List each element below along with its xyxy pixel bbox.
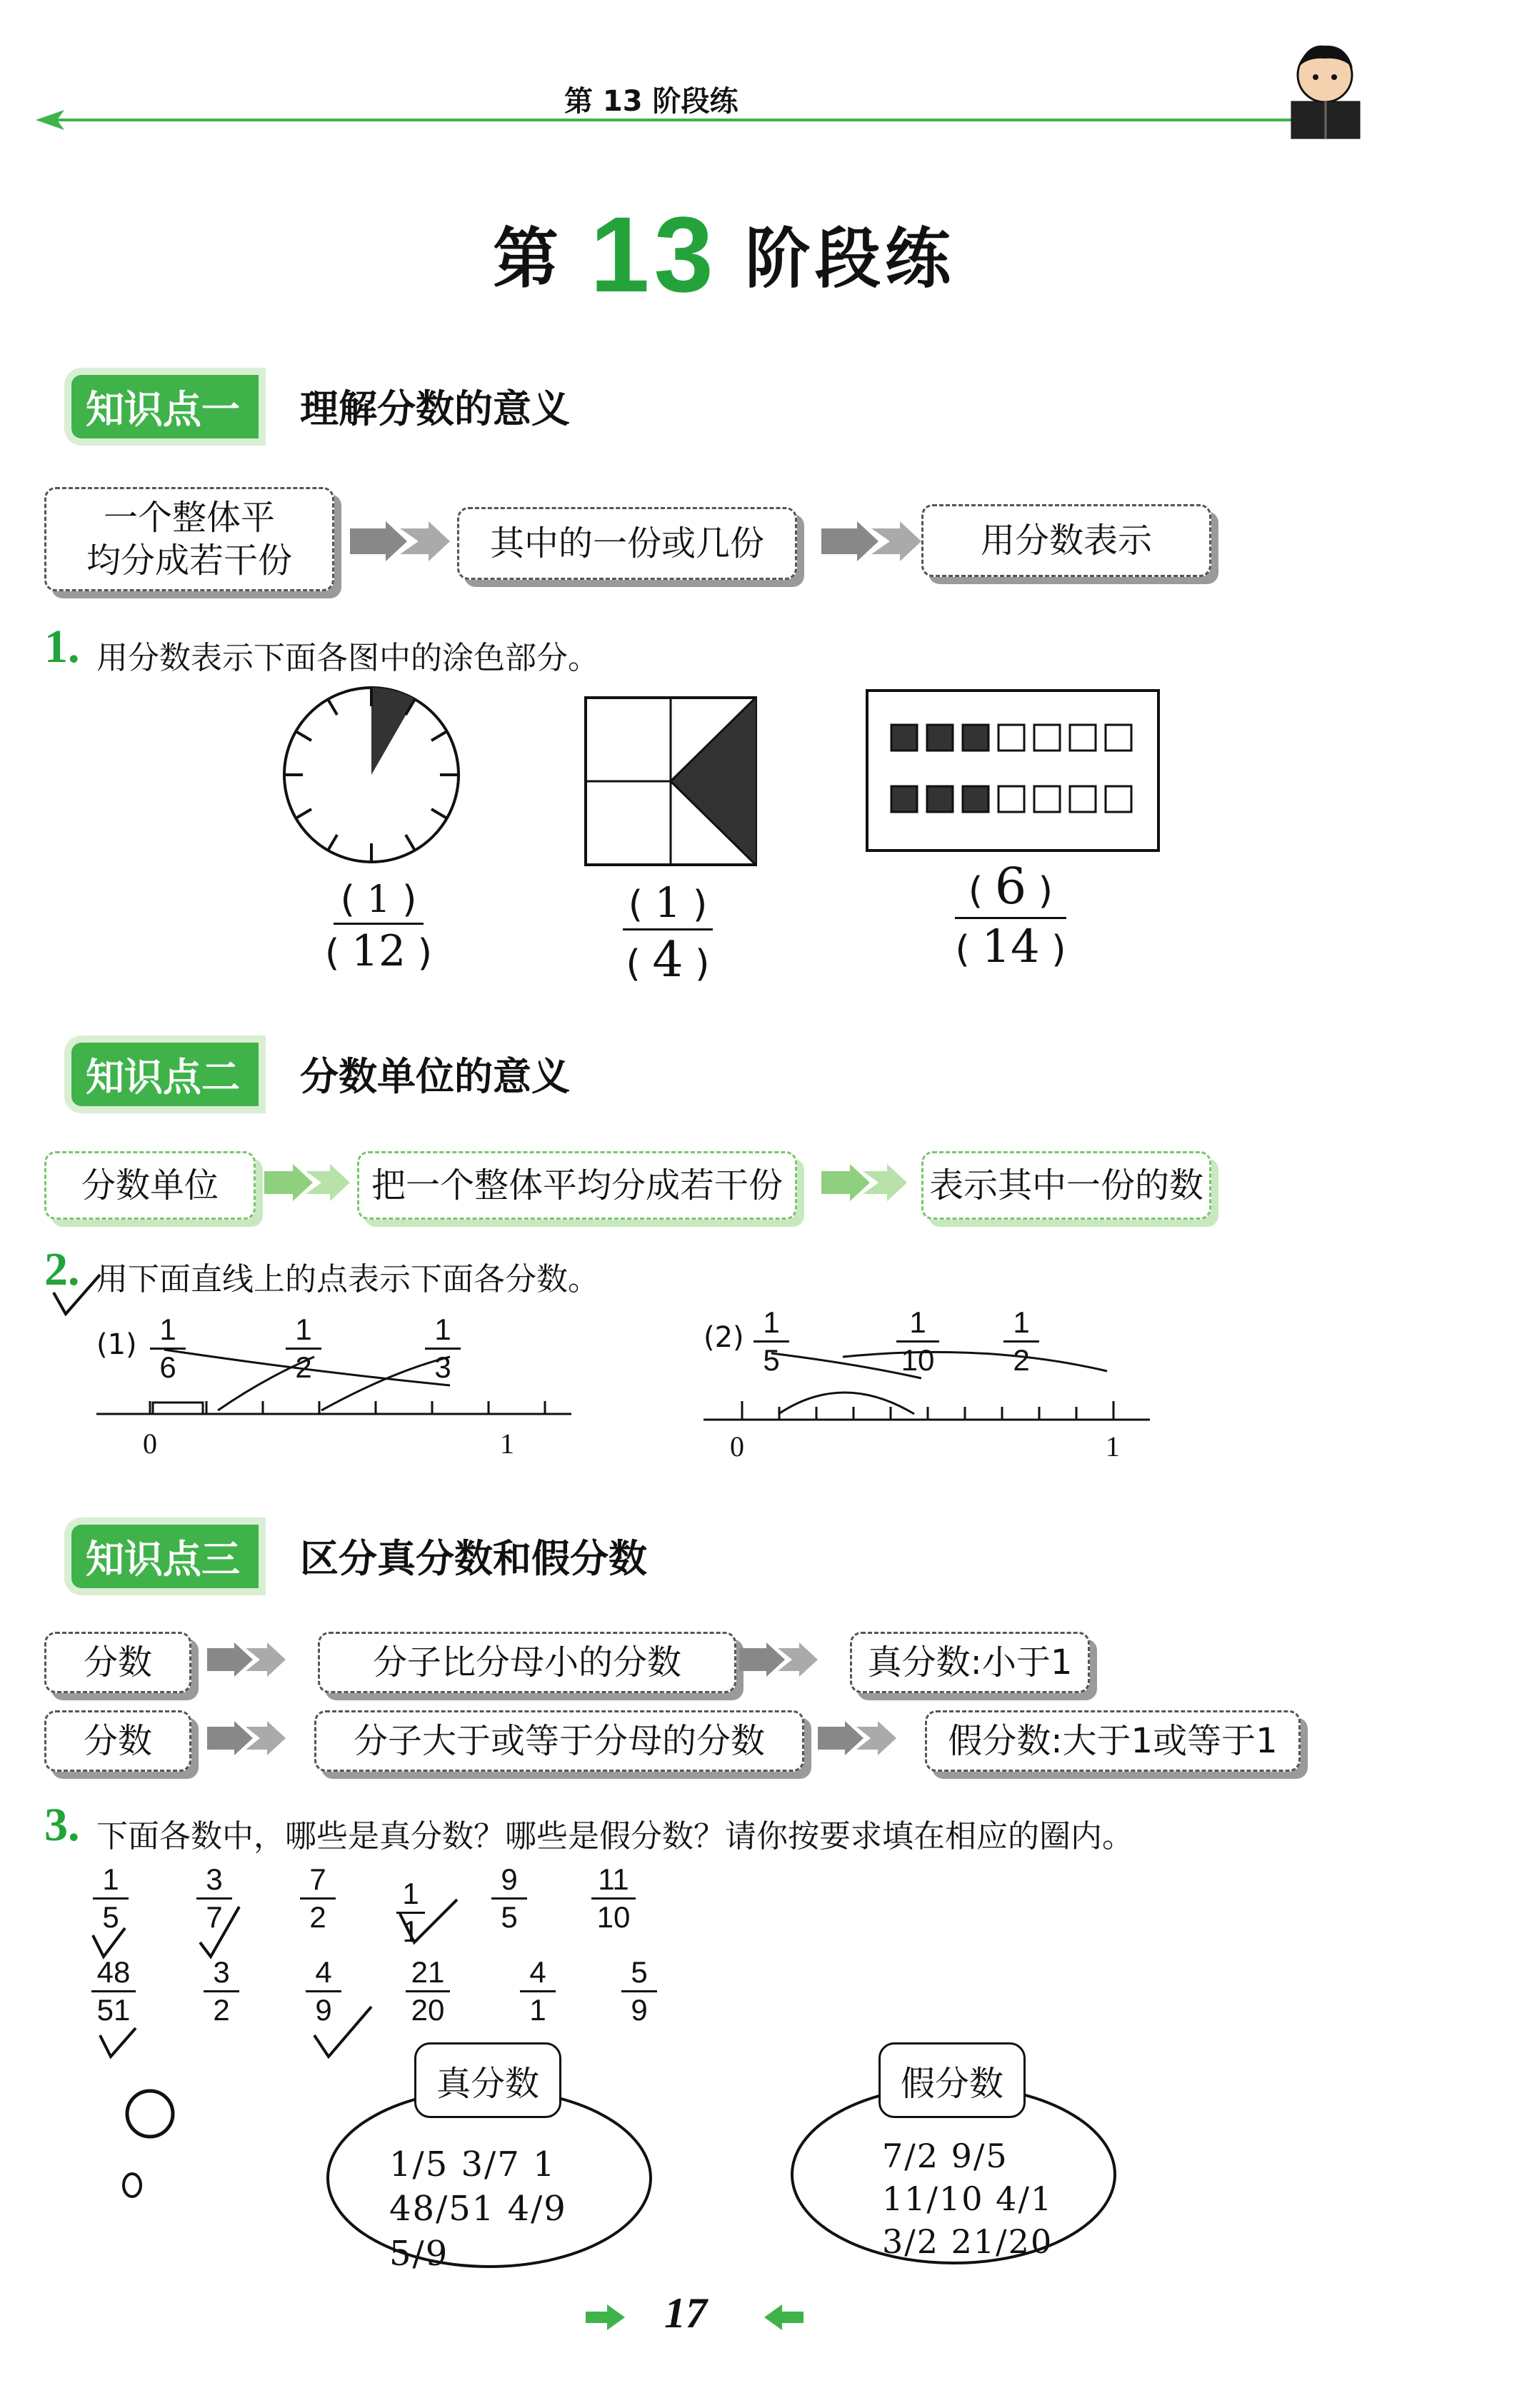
number-line-1-end: 1 (500, 1428, 514, 1460)
frac-denominator: 51 (96, 1993, 131, 2027)
answer-denominator: 4 (652, 932, 684, 988)
frac-numerator: 1 (909, 1305, 926, 1339)
kp1-title: 理解分数的意义 (300, 386, 570, 431)
square-figure (584, 696, 758, 868)
page-title-suffix: 阶段练 (744, 221, 955, 297)
number-line-2-start: 0 (730, 1430, 744, 1463)
kp1-flow-box-1: 一个整体平 均分成若干份 (44, 487, 334, 591)
q2-part1-label: (1) (96, 1328, 137, 1361)
frac-denominator: 5 (501, 1900, 518, 1935)
boy-reading-icon (1278, 36, 1371, 143)
kp2-badge: 知识点二 (71, 1043, 259, 1106)
kp3-badge: 知识点三 (71, 1525, 259, 1588)
proper-fraction-label: 真分数 (414, 2042, 561, 2118)
frac-numerator: 1 (102, 1862, 119, 1896)
frac-numerator: 1 (1013, 1305, 1030, 1339)
flow-arrow-icon (350, 521, 450, 564)
frac-numerator: 1 (402, 1877, 419, 1910)
flow-arrow-icon (818, 1721, 896, 1758)
kp3-row2-box-1: 分数 (44, 1710, 191, 1772)
q1-answer-2: ( 1 ) ( 4 ) (614, 878, 721, 988)
kp3-row2-box-3: 假分数:大于1或等于1 (925, 1710, 1301, 1772)
flow-arrow-icon (207, 1642, 286, 1680)
kp2-flow-box-2: 把一个整体平均分成若干份 (357, 1151, 797, 1220)
kp2-title: 分数单位的意义 (300, 1054, 570, 1099)
frac-denominator: 5 (102, 1900, 119, 1935)
frac-denominator: 2 (309, 1900, 326, 1935)
kp1-badge: 知识点一 (71, 375, 259, 438)
page-title (493, 193, 955, 316)
number-line-2-end: 1 (1106, 1430, 1120, 1463)
grid-squares-figure (866, 689, 1161, 853)
flow-arrow-icon (264, 1164, 350, 1204)
answer-denominator: 14 (981, 920, 1040, 973)
frac-denominator: 1 (402, 1915, 419, 1949)
answer-numerator: 6 (994, 857, 1027, 915)
header-text: 第 13 阶段练 (564, 85, 739, 118)
check-marks (86, 1885, 729, 2071)
improper-fraction-answers: 7/2 9/5 11/10 4/1 3/2 21/20 (882, 2137, 1053, 2261)
frac-denominator: 3 (434, 1350, 451, 1385)
page-title-prefix: 第 (493, 221, 564, 297)
frac-denominator: 9 (631, 1993, 648, 2027)
frac-numerator: 1 (434, 1313, 451, 1346)
flow-arrow-icon (821, 521, 921, 564)
flow-arrow-icon (821, 1164, 907, 1204)
proper-fraction-answers: 1/5 3/7 1 48/51 4/9 5/9 (389, 2144, 567, 2274)
frac-denominator: 10 (901, 1343, 935, 1378)
answer-numerator: 1 (654, 878, 681, 927)
frac-numerator: 1 (159, 1313, 176, 1346)
arrow-right-icon (586, 2303, 629, 2332)
answer-numerator: 1 (366, 878, 391, 921)
frac-denominator: 5 (763, 1343, 780, 1378)
number-line-2 (700, 1343, 1157, 1421)
kp3-row2-box-2: 分子大于或等于分母的分数 (314, 1710, 804, 1772)
scribble-circles (118, 2078, 182, 2207)
kp3-row1-box-3: 真分数:小于1 (850, 1632, 1090, 1693)
check-mark (50, 1271, 107, 1321)
number-line-1-start: 0 (143, 1428, 157, 1460)
q3-number: 3. (44, 1799, 80, 1851)
frac-numerator: 3 (206, 1862, 223, 1896)
arrow-left-icon (764, 2303, 807, 2332)
frac-denominator: 9 (315, 1993, 332, 2027)
frac-denominator: 20 (411, 1993, 445, 2027)
flow-arrow-icon (739, 1642, 818, 1680)
number-line-1 (93, 1343, 579, 1421)
q2-part2-label: (2) (704, 1321, 744, 1354)
frac-numerator: 5 (631, 1955, 648, 1989)
frac-numerator: 7 (309, 1862, 326, 1896)
frac-numerator: 21 (411, 1955, 445, 1989)
frac-numerator: 11 (598, 1862, 629, 1896)
q2-number: 2. (44, 1243, 80, 1295)
answer-denominator: 12 (351, 926, 406, 976)
improper-fraction-label: 假分数 (878, 2042, 1026, 2118)
frac-denominator: 2 (1013, 1343, 1030, 1378)
frac-denominator: 6 (159, 1350, 176, 1385)
q1-answer-3: ( 6 ) ( 14 ) (955, 857, 1066, 973)
frac-denominator: 10 (596, 1900, 631, 1935)
frac-numerator: 48 (96, 1955, 131, 1989)
flow-arrow-icon (207, 1721, 286, 1758)
page-title-number: 13 (590, 194, 718, 314)
kp3-title: 区分真分数和假分数 (300, 1536, 647, 1581)
frac-numerator: 1 (763, 1305, 780, 1339)
frac-numerator: 1 (295, 1313, 312, 1346)
frac-numerator: 4 (315, 1955, 332, 1989)
frac-denominator: 1 (529, 1993, 546, 2027)
frac-denominator: 2 (213, 1993, 230, 2027)
kp1-flow-box-3: 用分数表示 (921, 504, 1211, 577)
q3-text: 下面各数中，哪些是真分数？哪些是假分数？请你按要求填在相应的圈内。 (96, 1818, 1133, 1855)
page-number: 17 (664, 2289, 707, 2337)
frac-denominator: 7 (206, 1900, 223, 1935)
kp1-flow-box-2: 其中的一份或几份 (457, 507, 797, 580)
q2-text: 用下面直线上的点表示下面各分数。 (96, 1261, 599, 1298)
q1-answer-1: ( 1 ) ( 12 ) (325, 878, 433, 976)
kp2-flow-box-3: 表示其中一份的数 (921, 1151, 1211, 1220)
q1-text: 用分数表示下面各图中的涂色部分。 (96, 640, 599, 676)
clock-figure (279, 682, 464, 868)
frac-denominator: 2 (295, 1350, 312, 1385)
kp3-row1-box-2: 分子比分母小的分数 (318, 1632, 736, 1693)
frac-numerator: 9 (501, 1862, 518, 1896)
q1-number: 1. (44, 621, 80, 673)
kp3-row1-box-1: 分数 (44, 1632, 191, 1693)
kp2-flow-box-1: 分数单位 (44, 1151, 256, 1220)
frac-numerator: 3 (213, 1955, 230, 1989)
frac-numerator: 4 (529, 1955, 546, 1989)
